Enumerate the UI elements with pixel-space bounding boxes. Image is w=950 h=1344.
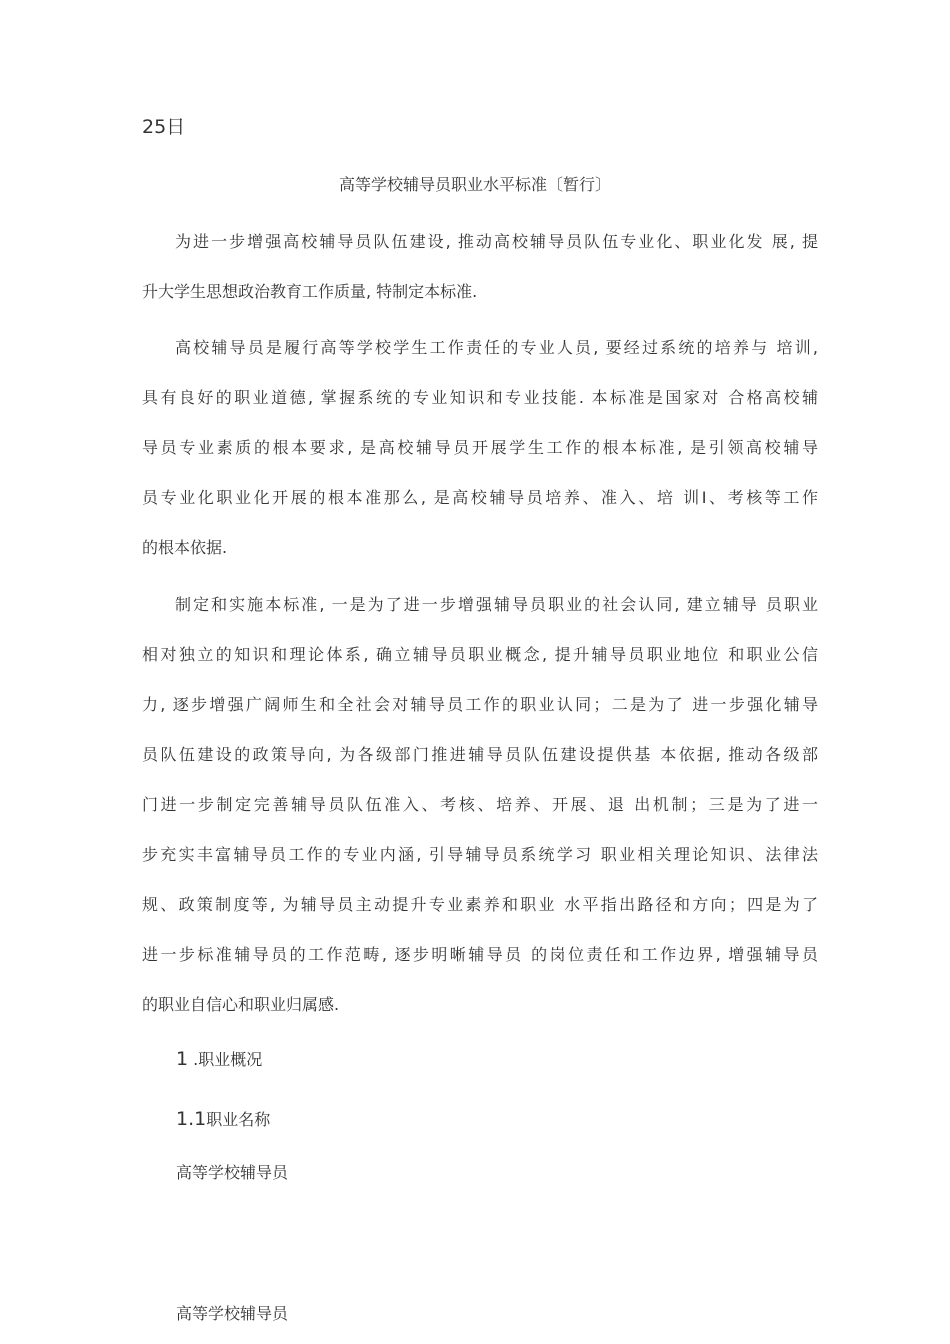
paragraph-line: 员专业化职业化开展的根本准那么, 是高校辅导员培养、准入、培 训I、考核等工作 xyxy=(142,488,818,507)
section-label: .职业概况 xyxy=(188,1050,263,1069)
paragraph-line: 相对独立的知识和理论体系, 确立辅导员职业概念, 提升辅导员职业地位 和职业公信 xyxy=(142,645,818,664)
section-heading-1 xyxy=(176,1046,262,1073)
date-fragment: 25日 xyxy=(142,116,186,138)
paragraph-purpose xyxy=(142,217,818,317)
paragraph-line: 高校辅导员是履行高等学校学生工作责任的专业人员, 要经过系统的培养与 培训, xyxy=(175,338,818,357)
section-number: 1 xyxy=(176,1048,189,1070)
paragraph-line: 规、政策制度等, 为辅导员主动提升专业素养和职业 水平指出路径和方向；四是为了 xyxy=(142,895,818,914)
section-heading-1-1 xyxy=(176,1106,270,1133)
paragraph-significance xyxy=(142,580,818,1030)
document-title: 高等学校辅导员职业水平标准〔暂行〕 xyxy=(338,175,611,194)
paragraph-line: 员队伍建设的政策导向, 为各级部门推进辅导员队伍建设提供基 本依据, 推动各级部 xyxy=(142,745,818,764)
paragraph-line: 升大学生思想政治教育工作质量, 特制定本标准. xyxy=(142,282,478,301)
occupation-name: 高等学校辅导员 xyxy=(176,1163,289,1182)
paragraph-definition xyxy=(142,323,818,573)
paragraph-line: 为进一步增强高校辅导员队伍建设, 推动高校辅导员队伍专业化、职业化发 展, 提 xyxy=(175,232,818,251)
paragraph-line: 具有良好的职业道德, 掌握系统的专业知识和专业技能. 本标准是国家对 合格高校辅 xyxy=(142,388,818,407)
section-number: 1.1 xyxy=(176,1108,207,1130)
paragraph-line: 导员专业素质的根本要求, 是高校辅导员开展学生工作的根本标准, 是引领高校辅导 xyxy=(142,438,818,457)
occupation-name-repeat: 高等学校辅导员 xyxy=(176,1304,289,1323)
paragraph-line: 制定和实施本标准, 一是为了进一步增强辅导员职业的社会认同, 建立辅导 员职业 xyxy=(175,595,818,614)
paragraph-line: 的职业自信心和职业归属感. xyxy=(142,995,340,1014)
paragraph-line: 门进一步制定完善辅导员队伍准入、考核、培养、开展、退 出机制；三是为了进一 xyxy=(142,795,818,814)
section-label: 职业名称 xyxy=(206,1110,271,1129)
paragraph-line: 力, 逐步增强广阔师生和全社会对辅导员工作的职业认同；二是为了 进一步强化辅导 xyxy=(142,695,818,714)
paragraph-line: 的根本依据. xyxy=(142,538,228,557)
paragraph-line: 步充实丰富辅导员工作的专业内涵, 引导辅导员系统学习 职业相关理论知识、法律法 xyxy=(142,845,818,864)
paragraph-line: 进一步标准辅导员的工作范畴, 逐步明晰辅导员 的岗位责任和工作边界, 增强辅导员 xyxy=(142,945,818,964)
